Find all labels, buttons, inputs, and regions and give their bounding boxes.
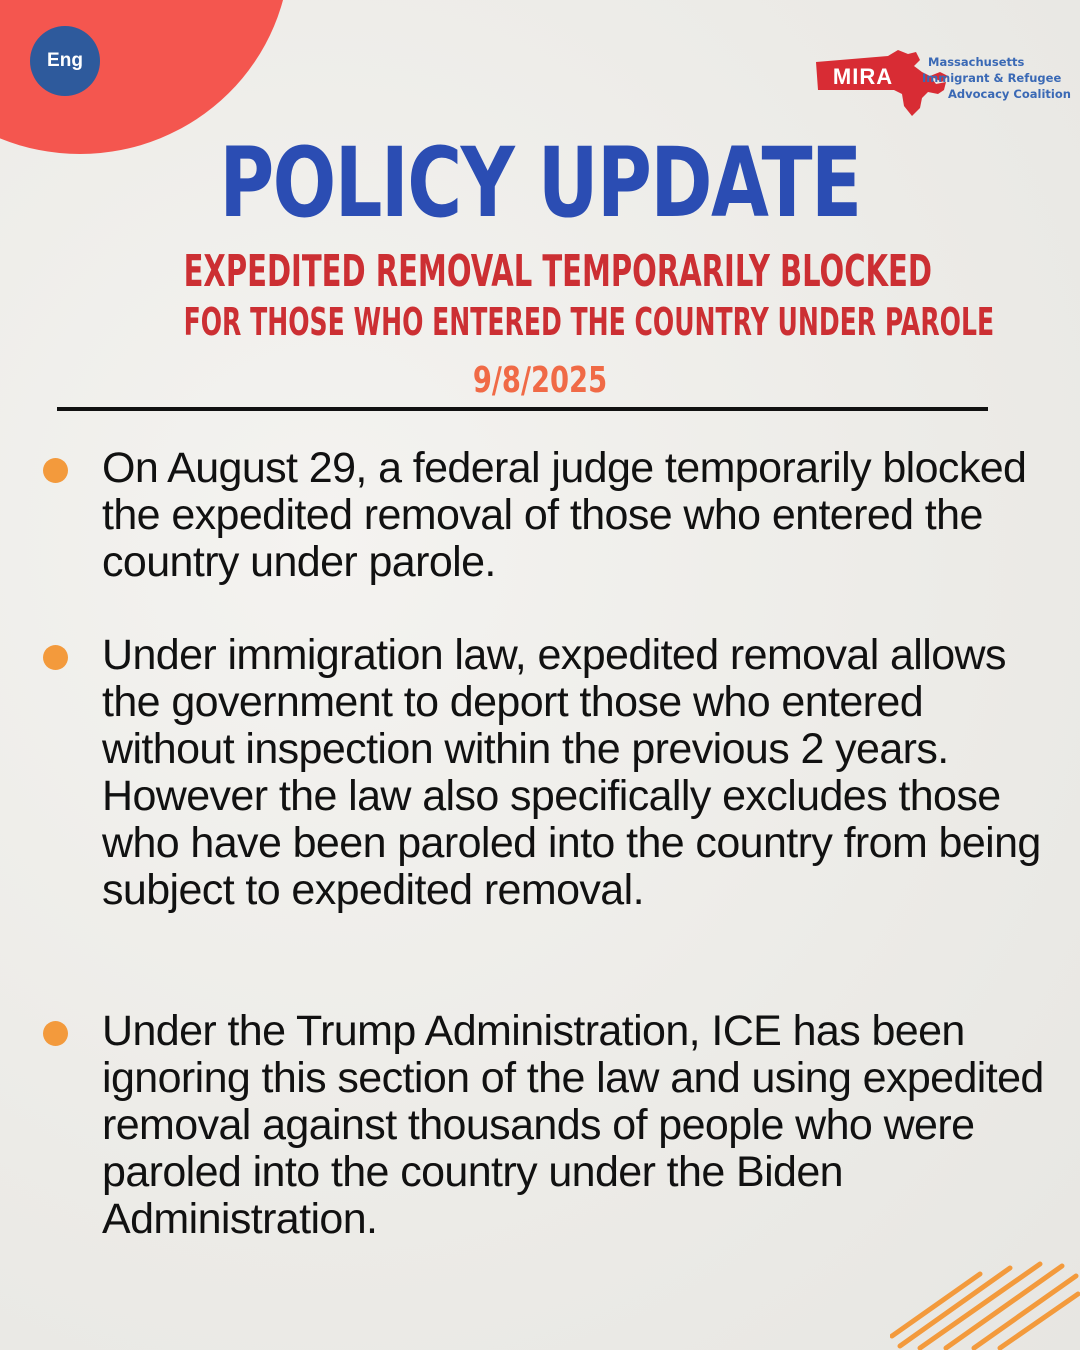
logo-org-name [922, 54, 1071, 102]
bullet-dot-icon [43, 1021, 68, 1046]
bullet-text: Under immigration law, expedited removal allows the government to deport those who entered without inspection within the previous 2 years. However the law also specifically excludes those who have been paroled into the country from being subject to expedited removal. [102, 631, 1041, 914]
logo-line-1: Massachusetts [928, 55, 1025, 69]
mira-logo [812, 46, 1071, 122]
bullet-text: Under the Trump Administration, ICE has been ignoring this section of the law and using expedited removal against thousands of people who were paroled into the country under the Biden Administration. [102, 1007, 1044, 1243]
bullet-dot-icon [43, 645, 68, 670]
bullet-text: On August 29, a federal judge temporarily blocked the expedited removal of those who entered the country under parole. [102, 444, 1027, 586]
bullet-dot-icon [43, 458, 68, 483]
headline: EXPEDITED REMOVAL TEMPORARILY BLOCKED [183, 246, 933, 297]
logo-wordmark: MIRA [832, 64, 894, 89]
scribble-decoration [890, 1258, 1080, 1350]
divider [57, 407, 988, 411]
publish-date: 9/8/2025 [472, 360, 608, 401]
language-badge: Eng [30, 26, 100, 96]
page-title: POLICY UPDATE [219, 127, 861, 239]
logo-line-3: Advocacy Coalition [948, 87, 1071, 101]
logo-line-2: Immigrant & Refugee [922, 71, 1062, 85]
subheadline: FOR THOSE WHO ENTERED THE COUNTRY UNDER PAROLE [183, 300, 995, 344]
